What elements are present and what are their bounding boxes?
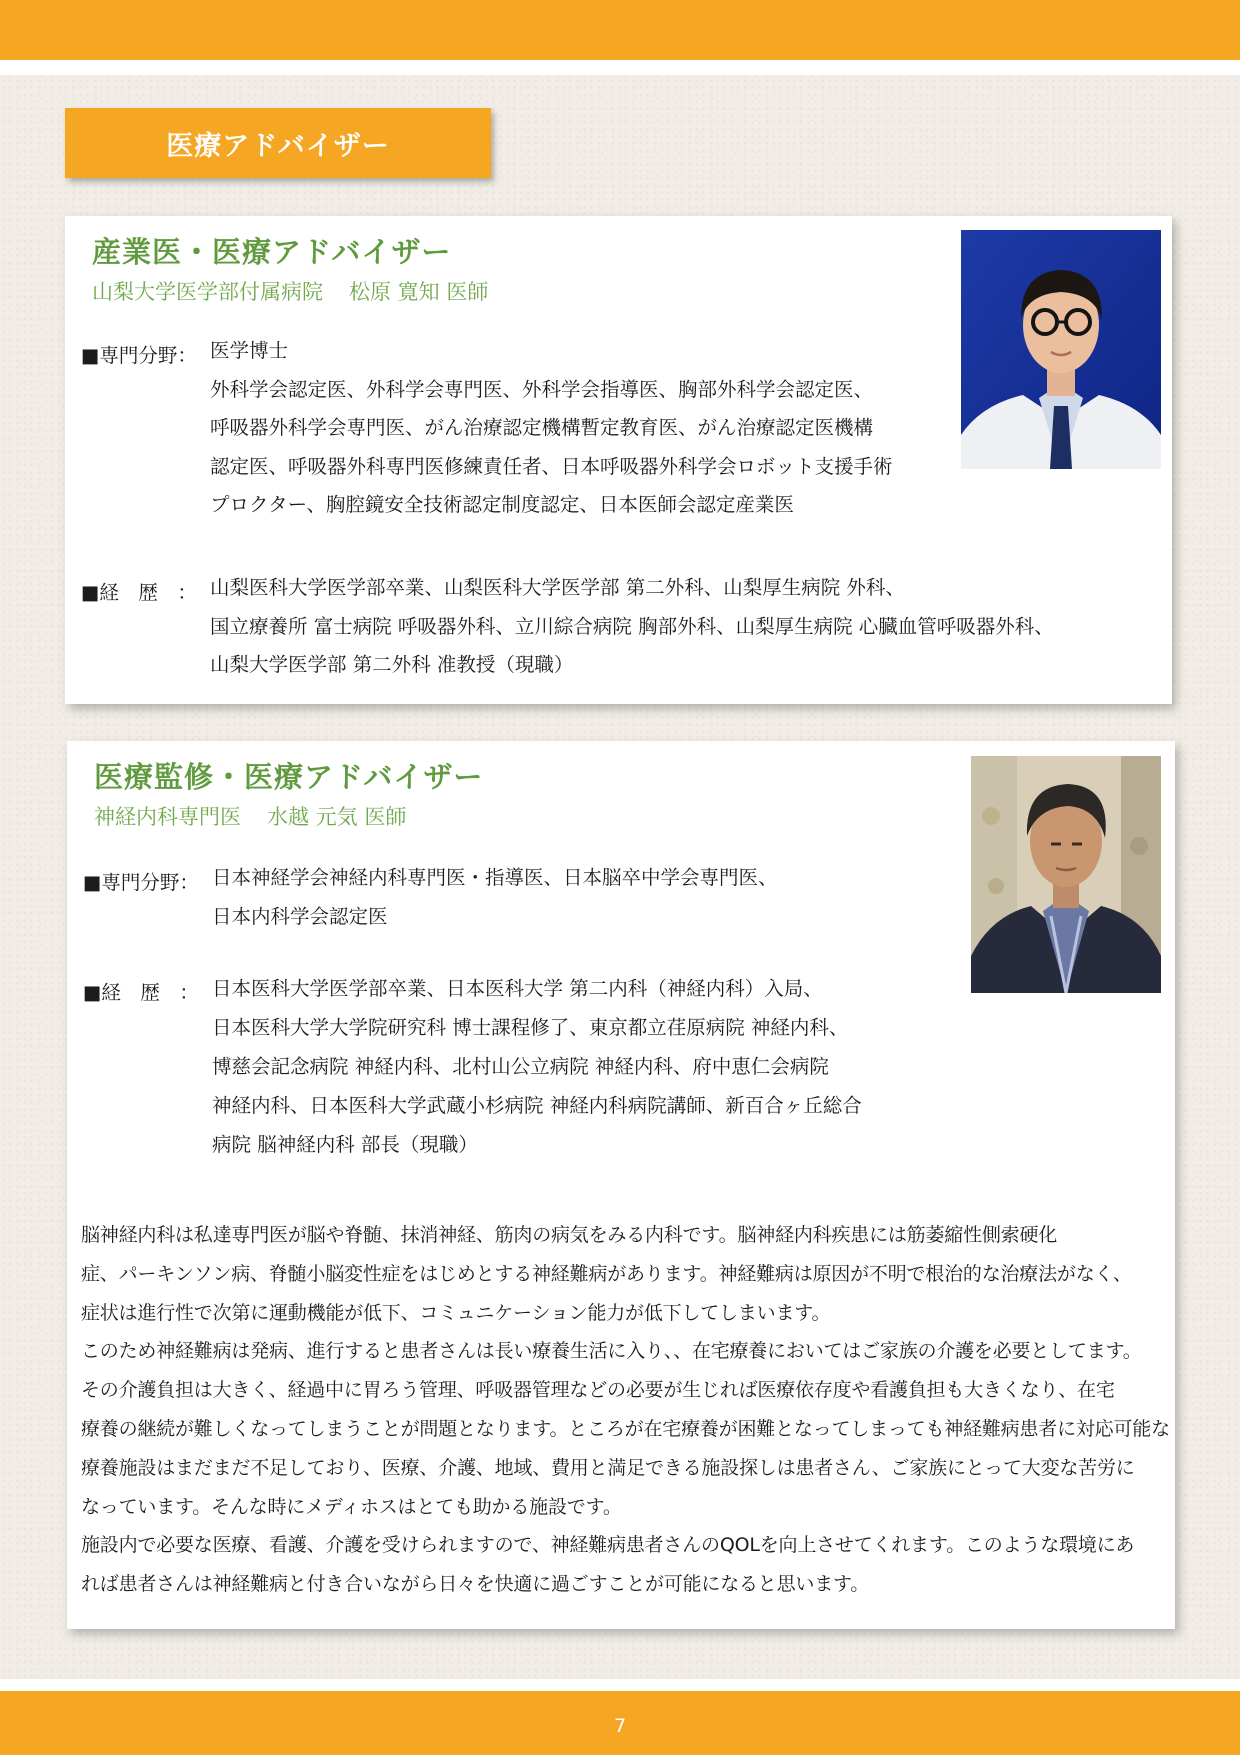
advisor-affiliation: 山梨大学医学部付属病院: [92, 280, 323, 304]
specialty-label: ■専門分野：: [83, 871, 199, 894]
specialty-line: 呼吸器外科学会専門医、がん治療認定機構暫定教育医、がん治療認定医機構: [210, 416, 874, 439]
advisor-name: 水越 元気 医師: [267, 805, 407, 829]
career-line: 病院 脳神経内科 部長（現職）: [212, 1133, 478, 1156]
top-header-band: [0, 0, 1240, 60]
career-line: 国立療養所 富士病院 呼吸器外科、立川綜合病院 胸部外科、山梨厚生病院 心臓血管呼吸器外科、: [210, 614, 1054, 638]
advisor-card-1: [65, 216, 1172, 704]
essay-line: 施設内で必要な医療、看護、介護を受けられますので、神経難病患者さんのQOLを向上させてくれます。このような環境にあ: [81, 1534, 1135, 1557]
career-list: [212, 969, 862, 1164]
specialty-line: 医学博士: [210, 339, 289, 362]
advisor-affiliation: 神経内科専門医: [94, 805, 241, 829]
career-line: 神経内科、日本医科大学武蔵小杉病院 神経内科病院講師、新百合ヶ丘総合: [212, 1094, 862, 1117]
specialty-list: [212, 859, 778, 936]
advisor-portrait-photo: [961, 230, 1161, 469]
career-label: ■経 歴 ：: [81, 581, 197, 604]
career-label: ■経 歴 ：: [83, 981, 199, 1004]
specialty-line: プロクター、胸腔鏡安全技術認定制度認定、日本医師会認定産業医: [210, 493, 794, 516]
advisor-affiliation-line: [92, 276, 488, 306]
essay-line: このため神経難病は発病、進行すると患者さんは長い療養生活に入り、、在宅療養においてはご家族の介護を必要としてます。: [81, 1340, 1142, 1363]
advisor-card-2: [67, 741, 1175, 1629]
specialty-list: [210, 332, 893, 525]
career-line: 山梨医科大学医学部卒業、山梨医科大学医学部 第二外科、山梨厚生病院 外科、: [210, 576, 905, 599]
advisor-role-title: 産業医・医療アドバイザー: [92, 235, 452, 269]
advisor-name: 松原 寛知 医師: [349, 280, 489, 304]
specialty-line: 日本神経学会神経内科専門医・指導医、日本脳卒中学会専門医、: [212, 866, 778, 889]
specialty-line: 外科学会認定医、外科学会専門医、外科学会指導医、胸部外科学会認定医、: [210, 377, 874, 401]
specialty-line: 認定医、呼吸器外科専門医修練責任者、日本呼吸器外科学会ロボット支援手術: [210, 454, 893, 478]
career-line: 山梨大学医学部 第二外科 准教授（現職）: [210, 653, 574, 676]
essay-line: なっています。そんな時にメディホスはとても助かる施設です。: [81, 1495, 622, 1518]
top-header-rule: [0, 60, 1240, 75]
essay-line: 療養の継続が難しくなってしまうことが問題となります。ところが在宅療養が困難となってしまっても神経難病患者に対応可能な: [81, 1417, 1170, 1440]
section-title: 医療アドバイザー: [65, 108, 491, 178]
essay-line: 脳神経内科は私達専門医が脳や脊髄、抹消神経、筋肉の病気をみる内科です。脳神経内科疾患には筋萎縮性側索硬化: [81, 1224, 1058, 1246]
specialty-label: ■専門分野：: [81, 344, 197, 367]
essay-line: 症、パーキンソン病、脊髄小脳変性症をはじめとする神経難病があります。神経難病は原因が不明で根治的な治療法がなく、: [81, 1262, 1132, 1285]
bottom-footer-rule: [0, 1679, 1240, 1691]
advisor-role-title: 医療監修・医療アドバイザー: [94, 760, 484, 794]
career-list: [210, 569, 1054, 685]
career-line: 博慈会記念病院 神経内科、北村山公立病院 神経内科、府中恵仁会病院: [212, 1055, 829, 1078]
page-number: 7: [613, 1715, 627, 1737]
essay-line: 療養施設はまだまだ不足しており、医療、介護、地域、費用と満足できる施設探しは患者さん、ご家族にとって大変な苦労に: [81, 1456, 1135, 1479]
advisor-portrait-photo: [971, 756, 1161, 993]
essay-line: その介護負担は大きく、経過中に胃ろう管理、呼吸器管理などの必要が生じれば医療依存度や看護負担も大きくなり、在宅: [81, 1379, 1115, 1402]
career-line: 日本医科大学医学部卒業、日本医科大学 第二内科（神経内科）入局、: [212, 977, 823, 1000]
essay-line: 症状は進行性で次第に運動機能が低下、コミュニケーション能力が低下してしまいます。: [81, 1301, 831, 1324]
advisor-affiliation-line: [94, 801, 406, 831]
career-line: 日本医科大学大学院研究科 博士課程修了、東京都立荏原病院 神経内科、: [212, 1016, 849, 1039]
essay-line: れば患者さんは神経難病と付き合いながら日々を快適に過ごすことが可能になると思います。: [81, 1573, 870, 1596]
specialty-line: 日本内科学会認定医: [212, 904, 388, 928]
neurology-essay: [81, 1216, 1170, 1604]
